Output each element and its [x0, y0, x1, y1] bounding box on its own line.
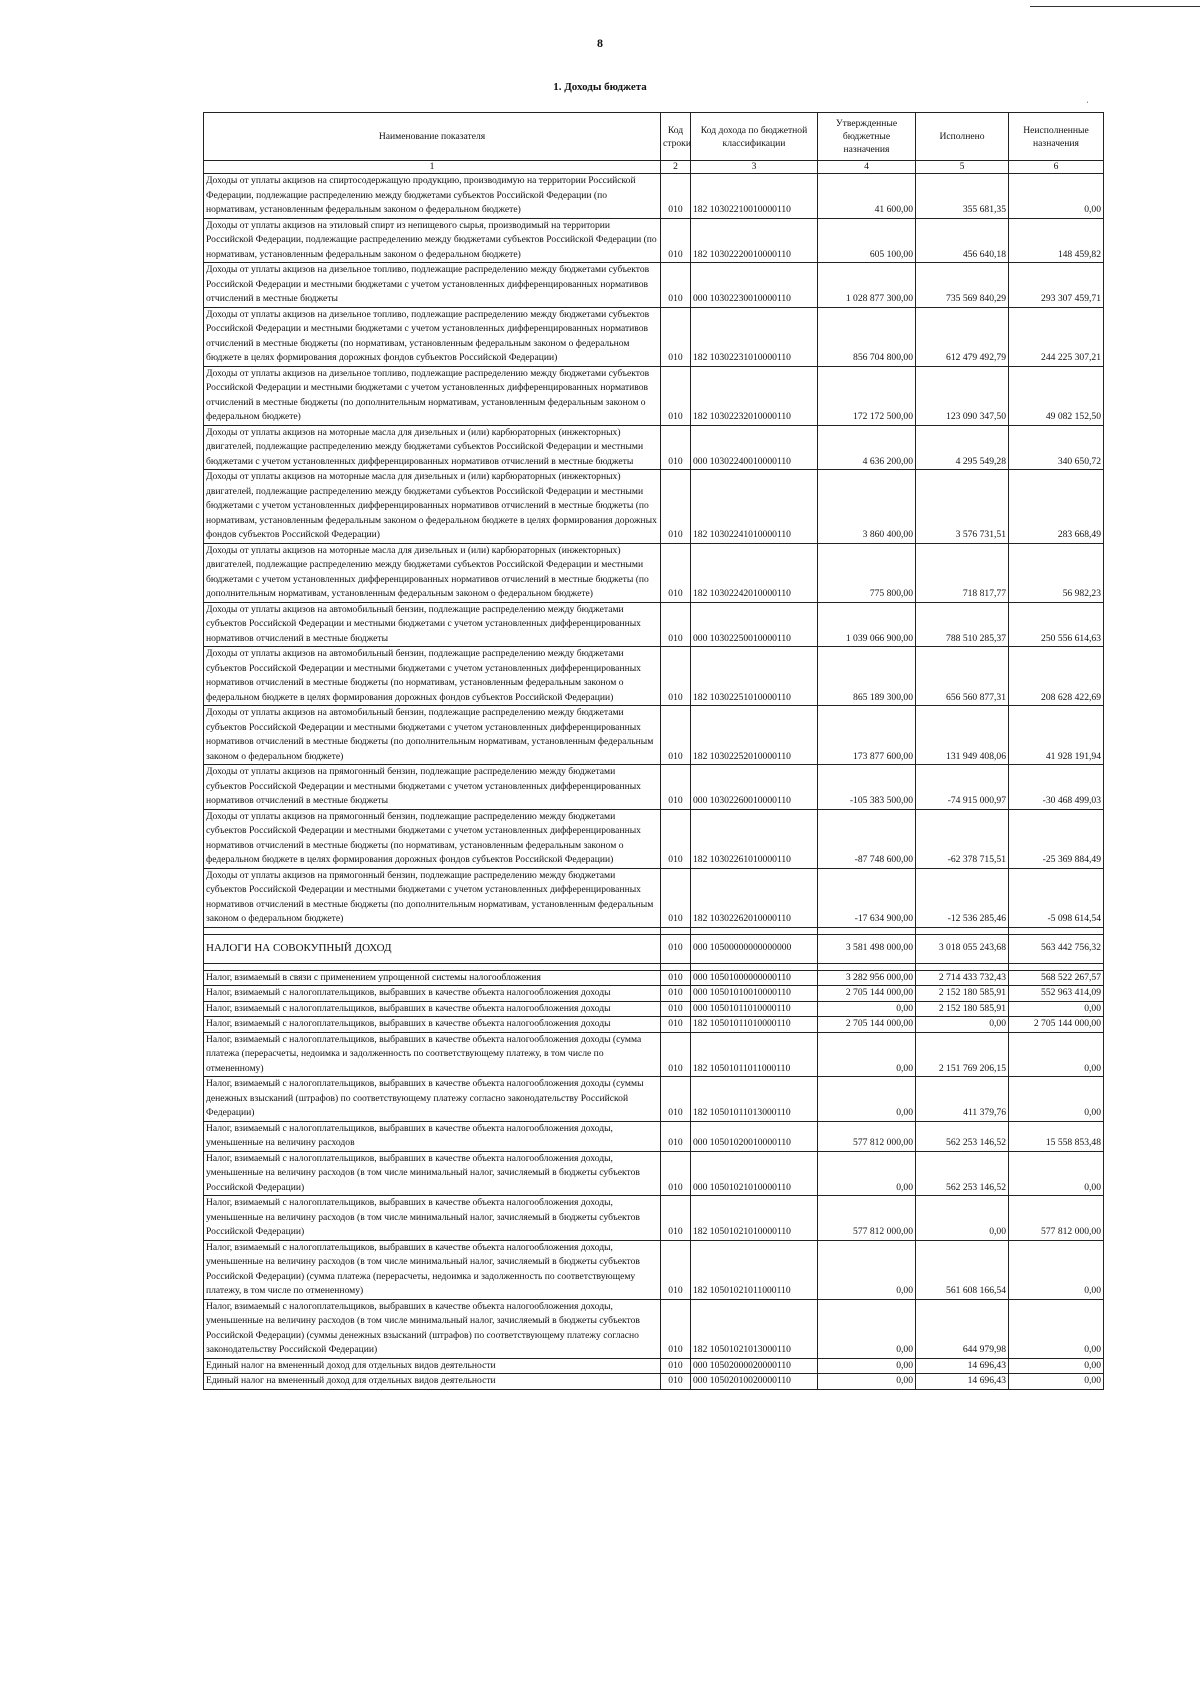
section-row	[204, 934, 1104, 963]
table-row	[204, 425, 1104, 470]
table-row	[204, 602, 1104, 647]
row-executed: 14 696,43	[916, 1358, 1009, 1374]
row-unexecuted: 0,00	[1009, 1374, 1104, 1390]
row-unexecuted: 340 650,72	[1009, 425, 1104, 470]
row-name: Налог, взимаемый с налогоплательщиков, выбравших в качестве объекта налогообложения доходы, уменьшенные на величину расходов	[204, 1121, 661, 1151]
revenue-table	[203, 112, 1104, 1390]
row-unexecuted: -30 468 499,03	[1009, 765, 1104, 810]
row-approved: 0,00	[818, 1358, 916, 1374]
row-unexecuted: 56 982,23	[1009, 543, 1104, 602]
row-approved: -17 634 900,00	[818, 868, 916, 927]
header-executed: Исполнено	[916, 113, 1009, 161]
row-executed: 411 379,76	[916, 1077, 1009, 1122]
row-unexecuted: 283 668,49	[1009, 470, 1104, 544]
row-approved: 605 100,00	[818, 218, 916, 263]
row-line-code: 010	[661, 809, 691, 868]
row-approved: 0,00	[818, 1001, 916, 1017]
row-unexecuted: 0,00	[1009, 1151, 1104, 1196]
row-line-code: 010	[661, 602, 691, 647]
row-approved: 0,00	[818, 1374, 916, 1390]
row-name: НАЛОГИ НА СОВОКУПНЫЙ ДОХОД	[204, 934, 661, 963]
row-name: Доходы от уплаты акцизов на моторные масла для дизельных и (или) карбюраторных (инжекторных) двигателей, подлежащие распределению между бюджетами субъектов Российской Федерации и местными бюджетами с учетом установленных дифференцированных нормативов отчислений в местные бюджеты	[204, 425, 661, 470]
spacer-cell	[204, 963, 661, 970]
table-row	[204, 1151, 1104, 1196]
row-income-code: 182 10501021010000110	[691, 1196, 818, 1241]
column-number: 3	[691, 161, 818, 174]
row-name: Налог, взимаемый в связи с применением упрощенной системы налогообложения	[204, 970, 661, 986]
document-title: 1. Доходы бюджета	[553, 81, 647, 93]
row-approved: 0,00	[818, 1077, 916, 1122]
row-unexecuted: -25 369 884,49	[1009, 809, 1104, 868]
row-unexecuted: 563 442 756,32	[1009, 934, 1104, 963]
row-approved: 0,00	[818, 1299, 916, 1358]
row-line-code: 010	[661, 1374, 691, 1390]
header-unexecuted: Неисполненные назначения	[1009, 113, 1104, 161]
table-row	[204, 543, 1104, 602]
row-unexecuted: 148 459,82	[1009, 218, 1104, 263]
row-name: Налог, взимаемый с налогоплательщиков, выбравших в качестве объекта налогообложения доходы (суммы денежных взысканий (штрафов) по соответствующему платежу согласно законодательству Российской Федерации)	[204, 1077, 661, 1122]
row-name: Доходы от уплаты акцизов на автомобильный бензин, подлежащие распределению между бюджетами субъектов Российской Федерации и местными бюджетами с учетом установленных дифференцированных нормативов отчислений в местные бюджеты	[204, 602, 661, 647]
row-executed: 3 576 731,51	[916, 470, 1009, 544]
table-row	[204, 174, 1104, 219]
row-approved: 3 860 400,00	[818, 470, 916, 544]
row-name: Доходы от уплаты акцизов на прямогонный бензин, подлежащие распределению между бюджетами субъектов Российской Федерации и местными бюджетами с учетом установленных дифференцированных нормативов отчислений в местные бюджеты (по нормативам, установленным федеральным законом о федеральном бюджете в целях формирования дорожных фондов субъектов Российской Федерации)	[204, 809, 661, 868]
column-number: 6	[1009, 161, 1104, 174]
row-unexecuted: 0,00	[1009, 174, 1104, 219]
row-executed: 3 018 055 243,68	[916, 934, 1009, 963]
table-row	[204, 647, 1104, 706]
spacer-row	[204, 927, 1104, 934]
row-name: Налог, взимаемый с налогоплательщиков, выбравших в качестве объекта налогообложения доходы, уменьшенные на величину расходов (в том числе минимальный налог, зачисляемый в бюджеты субъектов Российской Федерации) (сумма платежа (перерасчеты, недоимка и задолженность по соответствующему платежу, в том числе по отмененному)	[204, 1240, 661, 1299]
row-executed: 612 479 492,79	[916, 307, 1009, 366]
row-income-code: 182 10302231010000110	[691, 307, 818, 366]
row-approved: 1 028 877 300,00	[818, 263, 916, 308]
row-approved: -105 383 500,00	[818, 765, 916, 810]
row-income-code: 182 10501011010000110	[691, 1017, 818, 1033]
row-unexecuted: 0,00	[1009, 1077, 1104, 1122]
row-income-code: 182 10302251010000110	[691, 647, 818, 706]
table-body	[204, 174, 1104, 1390]
row-executed: 14 696,43	[916, 1374, 1009, 1390]
table-row	[204, 1299, 1104, 1358]
row-approved: 0,00	[818, 1151, 916, 1196]
row-name: Налог, взимаемый с налогоплательщиков, выбравших в качестве объекта налогообложения доходы, уменьшенные на величину расходов (в том числе минимальный налог, зачисляемый в бюджеты субъектов Российской Федерации) (суммы денежных взысканий (штрафов) по соответствующему платежу согласно законодательству Российской Федерации)	[204, 1299, 661, 1358]
row-income-code: 000 10501020010000110	[691, 1121, 818, 1151]
spacer-cell	[661, 927, 691, 934]
row-name: Налог, взимаемый с налогоплательщиков, выбравших в качестве объекта налогообложения доходы	[204, 1001, 661, 1017]
row-executed: 562 253 146,52	[916, 1151, 1009, 1196]
row-unexecuted: 49 082 152,50	[1009, 366, 1104, 425]
spacer-cell	[691, 927, 818, 934]
row-executed: 0,00	[916, 1196, 1009, 1241]
row-income-code: 000 10501010010000110	[691, 986, 818, 1002]
row-income-code: 000 10502000020000110	[691, 1358, 818, 1374]
row-name: Доходы от уплаты акцизов на автомобильный бензин, подлежащие распределению между бюджетами субъектов Российской Федерации и местными бюджетами с учетом установленных дифференцированных нормативов отчислений в местные бюджеты (по дополнительным нормативам, установленным федеральным законом о федеральном бюджете)	[204, 706, 661, 765]
row-line-code: 010	[661, 543, 691, 602]
row-unexecuted: 244 225 307,21	[1009, 307, 1104, 366]
row-approved: 3 282 956 000,00	[818, 970, 916, 986]
row-income-code: 182 10302252010000110	[691, 706, 818, 765]
row-approved: 856 704 800,00	[818, 307, 916, 366]
table-row	[204, 1077, 1104, 1122]
row-name: Доходы от уплаты акцизов на прямогонный бензин, подлежащие распределению между бюджетами субъектов Российской Федерации и местными бюджетами с учетом установленных дифференцированных нормативов отчислений в местные бюджеты	[204, 765, 661, 810]
row-executed: 656 560 877,31	[916, 647, 1009, 706]
row-executed: 0,00	[916, 1017, 1009, 1033]
row-name: Доходы от уплаты акцизов на этиловый спирт из непищевого сырья, производимый на территории Российской Федерации, подлежащие распределению между бюджетами субъектов Российской Федерации (по нормативам, установленным федеральным законом о федеральном бюджете)	[204, 218, 661, 263]
row-unexecuted: 2 705 144 000,00	[1009, 1017, 1104, 1033]
row-approved: 41 600,00	[818, 174, 916, 219]
row-unexecuted: 15 558 853,48	[1009, 1121, 1104, 1151]
spacer-cell	[204, 927, 661, 934]
row-income-code: 182 10302232010000110	[691, 366, 818, 425]
table-row	[204, 1017, 1104, 1033]
row-unexecuted: 293 307 459,71	[1009, 263, 1104, 308]
row-income-code: 000 10302250010000110	[691, 602, 818, 647]
row-income-code: 000 10501021010000110	[691, 1151, 818, 1196]
page-number: 8	[597, 36, 603, 50]
table-row	[204, 1374, 1104, 1390]
row-name: Доходы от уплаты акцизов на автомобильный бензин, подлежащие распределению между бюджетами субъектов Российской Федерации и местными бюджетами с учетом установленных дифференцированных нормативов отчислений в местные бюджеты (по нормативам, установленным федеральным законом о федеральном бюджете в целях формирования дорожных фондов субъектов Российской Федерации)	[204, 647, 661, 706]
row-line-code: 010	[661, 934, 691, 963]
row-line-code: 010	[661, 986, 691, 1002]
row-income-code: 182 10501011011000110	[691, 1032, 818, 1077]
row-unexecuted: 0,00	[1009, 1358, 1104, 1374]
spacer-cell	[818, 927, 916, 934]
spacer-cell	[661, 963, 691, 970]
spacer-cell	[916, 963, 1009, 970]
row-executed: 718 817,77	[916, 543, 1009, 602]
table-row	[204, 1358, 1104, 1374]
header-row	[204, 113, 1104, 161]
row-name: Налог, взимаемый с налогоплательщиков, выбравших в качестве объекта налогообложения доходы (сумма платежа (перерасчеты, недоимка и задолженность по соответствующему платежу, в том числе по отмененному)	[204, 1032, 661, 1077]
row-unexecuted: 208 628 422,69	[1009, 647, 1104, 706]
row-income-code: 182 10302210010000110	[691, 174, 818, 219]
header-approved: Утвержденные бюджетные назначения	[818, 113, 916, 161]
spacer-cell	[691, 963, 818, 970]
row-name: Налог, взимаемый с налогоплательщиков, выбравших в качестве объекта налогообложения доходы	[204, 986, 661, 1002]
spacer-row	[204, 963, 1104, 970]
row-line-code: 010	[661, 470, 691, 544]
row-income-code: 182 10302241010000110	[691, 470, 818, 544]
row-income-code: 000 10302260010000110	[691, 765, 818, 810]
row-line-code: 010	[661, 1032, 691, 1077]
table-row	[204, 1121, 1104, 1151]
row-executed: 735 569 840,29	[916, 263, 1009, 308]
row-name: Доходы от уплаты акцизов на дизельное топливо, подлежащие распределению между бюджетами субъектов Российской Федерации и местными бюджетами с учетом установленных дифференцированных нормативов отчислений в местные бюджеты	[204, 263, 661, 308]
row-executed: 123 090 347,50	[916, 366, 1009, 425]
row-line-code: 010	[661, 1299, 691, 1358]
row-executed: 788 510 285,37	[916, 602, 1009, 647]
row-name: Налог, взимаемый с налогоплательщиков, выбравших в качестве объекта налогообложения доходы	[204, 1017, 661, 1033]
row-executed: -74 915 000,97	[916, 765, 1009, 810]
row-executed: -12 536 285,46	[916, 868, 1009, 927]
table-row	[204, 706, 1104, 765]
row-line-code: 010	[661, 1196, 691, 1241]
row-name: Единый налог на вмененный доход для отдельных видов деятельности	[204, 1358, 661, 1374]
row-name: Единый налог на вмененный доход для отдельных видов деятельности	[204, 1374, 661, 1390]
row-income-code: 182 10302242010000110	[691, 543, 818, 602]
row-line-code: 010	[661, 1240, 691, 1299]
row-line-code: 010	[661, 970, 691, 986]
row-income-code: 182 10501021013000110	[691, 1299, 818, 1358]
row-income-code: 000 10501000000000110	[691, 970, 818, 986]
row-line-code: 010	[661, 263, 691, 308]
row-approved: 577 812 000,00	[818, 1196, 916, 1241]
row-approved: 0,00	[818, 1032, 916, 1077]
row-approved: 1 039 066 900,00	[818, 602, 916, 647]
row-line-code: 010	[661, 174, 691, 219]
table-row	[204, 809, 1104, 868]
row-unexecuted: 0,00	[1009, 1299, 1104, 1358]
row-executed: -62 378 715,51	[916, 809, 1009, 868]
spacer-cell	[916, 927, 1009, 934]
table-row	[204, 970, 1104, 986]
row-approved: 4 636 200,00	[818, 425, 916, 470]
row-name: Доходы от уплаты акцизов на дизельное топливо, подлежащие распределению между бюджетами субъектов Российской Федерации и местными бюджетами с учетом установленных дифференцированных нормативов отчислений в местные бюджеты (по нормативам, установленным федеральным законом о федеральном бюджете в целях формирования дорожных фондов субъектов Российской Федерации)	[204, 307, 661, 366]
table-row	[204, 470, 1104, 544]
row-unexecuted: 552 963 414,09	[1009, 986, 1104, 1002]
row-executed: 562 253 146,52	[916, 1121, 1009, 1151]
row-approved: 2 705 144 000,00	[818, 986, 916, 1002]
row-name: Доходы от уплаты акцизов на спиртосодержащую продукцию, производимую на территории Российской Федерации, подлежащие распределению между бюджетами субъектов Российской Федерации (по нормативам, установленным федеральным законом о федеральном бюджете)	[204, 174, 661, 219]
row-executed: 4 295 549,28	[916, 425, 1009, 470]
row-income-code: 000 10302240010000110	[691, 425, 818, 470]
table-row	[204, 263, 1104, 308]
row-income-code: 000 10501011010000110	[691, 1001, 818, 1017]
row-line-code: 010	[661, 706, 691, 765]
row-income-code: 182 10501021011000110	[691, 1240, 818, 1299]
table-row	[204, 366, 1104, 425]
row-executed: 2 714 433 732,43	[916, 970, 1009, 986]
column-number: 2	[661, 161, 691, 174]
table-row	[204, 218, 1104, 263]
row-unexecuted: 568 522 267,57	[1009, 970, 1104, 986]
column-number-row	[204, 161, 1104, 174]
row-income-code: 182 10302262010000110	[691, 868, 818, 927]
row-income-code: 182 10501011013000110	[691, 1077, 818, 1122]
row-line-code: 010	[661, 765, 691, 810]
row-income-code: 000 10302230010000110	[691, 263, 818, 308]
row-name: Налог, взимаемый с налогоплательщиков, выбравших в качестве объекта налогообложения доходы, уменьшенные на величину расходов (в том числе минимальный налог, зачисляемый в бюджеты субъектов Российской Федерации)	[204, 1151, 661, 1196]
column-number: 1	[204, 161, 661, 174]
table-row	[204, 1196, 1104, 1241]
row-approved: 3 581 498 000,00	[818, 934, 916, 963]
row-line-code: 010	[661, 1077, 691, 1122]
row-executed: 456 640,18	[916, 218, 1009, 263]
row-executed: 561 608 166,54	[916, 1240, 1009, 1299]
spacer-cell	[1009, 927, 1104, 934]
row-executed: 2 151 769 206,15	[916, 1032, 1009, 1077]
spacer-cell	[1009, 963, 1104, 970]
column-number: 4	[818, 161, 916, 174]
row-approved: 577 812 000,00	[818, 1121, 916, 1151]
header-name: Наименование показателя	[204, 113, 661, 161]
row-approved: 865 189 300,00	[818, 647, 916, 706]
row-unexecuted: -5 098 614,54	[1009, 868, 1104, 927]
row-approved: 172 172 500,00	[818, 366, 916, 425]
row-name: Доходы от уплаты акцизов на моторные масла для дизельных и (или) карбюраторных (инжекторных) двигателей, подлежащие распределению между бюджетами субъектов Российской Федерации и местными бюджетами с учетом установленных дифференцированных нормативов отчислений в местные бюджеты (по нормативам, установленным федеральным законом о федеральном бюджете в целях формирования дорожных фондов субъектов Российской Федерации)	[204, 470, 661, 544]
row-income-code: 182 10302220010000110	[691, 218, 818, 263]
header-income-code: Код дохода по бюджетной классификации	[691, 113, 818, 161]
row-name: Доходы от уплаты акцизов на прямогонный бензин, подлежащие распределению между бюджетами субъектов Российской Федерации и местными бюджетами с учетом установленных дифференцированных нормативов отчислений в местные бюджеты (по дополнительным нормативам, установленным федеральным законом о федеральном бюджете)	[204, 868, 661, 927]
row-executed: 2 152 180 585,91	[916, 986, 1009, 1002]
row-line-code: 010	[661, 307, 691, 366]
row-income-code: 182 10302261010000110	[691, 809, 818, 868]
row-line-code: 010	[661, 218, 691, 263]
table-row	[204, 765, 1104, 810]
table-row	[204, 868, 1104, 927]
table-row	[204, 986, 1104, 1002]
row-executed: 355 681,35	[916, 174, 1009, 219]
row-name: Доходы от уплаты акцизов на моторные масла для дизельных и (или) карбюраторных (инжекторных) двигателей, подлежащие распределению между бюджетами субъектов Российской Федерации и местными бюджетами с учетом установленных дифференцированных нормативов отчислений в местные бюджеты (по дополнительным нормативам, установленным федеральным законом о федеральном бюджете)	[204, 543, 661, 602]
row-income-code: 000 10500000000000000	[691, 934, 818, 963]
row-approved: 0,00	[818, 1240, 916, 1299]
row-name: Доходы от уплаты акцизов на дизельное топливо, подлежащие распределению между бюджетами субъектов Российской Федерации и местными бюджетами с учетом установленных дифференцированных нормативов отчислений в местные бюджеты (по дополнительным нормативам, установленным федеральным законом о федеральном бюджете)	[204, 366, 661, 425]
row-executed: 644 979,98	[916, 1299, 1009, 1358]
row-approved: 775 800,00	[818, 543, 916, 602]
row-line-code: 010	[661, 1151, 691, 1196]
table-row	[204, 1032, 1104, 1077]
table-row	[204, 1240, 1104, 1299]
row-line-code: 010	[661, 1358, 691, 1374]
table-row	[204, 307, 1104, 366]
column-number: 5	[916, 161, 1009, 174]
row-line-code: 010	[661, 366, 691, 425]
row-approved: 2 705 144 000,00	[818, 1017, 916, 1033]
row-executed: 131 949 408,06	[916, 706, 1009, 765]
table-row	[204, 1001, 1104, 1017]
row-line-code: 010	[661, 425, 691, 470]
spacer-cell	[818, 963, 916, 970]
row-executed: 2 152 180 585,91	[916, 1001, 1009, 1017]
row-approved: 173 877 600,00	[818, 706, 916, 765]
corner-mark: ˌ	[1086, 93, 1089, 103]
row-line-code: 010	[661, 1121, 691, 1151]
header-line-code: Код строки	[661, 113, 691, 161]
row-unexecuted: 0,00	[1009, 1001, 1104, 1017]
row-line-code: 010	[661, 647, 691, 706]
row-line-code: 010	[661, 868, 691, 927]
row-unexecuted: 0,00	[1009, 1032, 1104, 1077]
row-line-code: 010	[661, 1017, 691, 1033]
row-unexecuted: 41 928 191,94	[1009, 706, 1104, 765]
row-unexecuted: 250 556 614,63	[1009, 602, 1104, 647]
row-income-code: 000 10502010020000110	[691, 1374, 818, 1390]
row-name: Налог, взимаемый с налогоплательщиков, выбравших в качестве объекта налогообложения доходы, уменьшенные на величину расходов (в том числе минимальный налог, зачисляемый в бюджеты субъектов Российской Федерации)	[204, 1196, 661, 1241]
row-line-code: 010	[661, 1001, 691, 1017]
row-unexecuted: 577 812 000,00	[1009, 1196, 1104, 1241]
row-unexecuted: 0,00	[1009, 1240, 1104, 1299]
top-rule	[1030, 6, 1200, 7]
row-approved: -87 748 600,00	[818, 809, 916, 868]
